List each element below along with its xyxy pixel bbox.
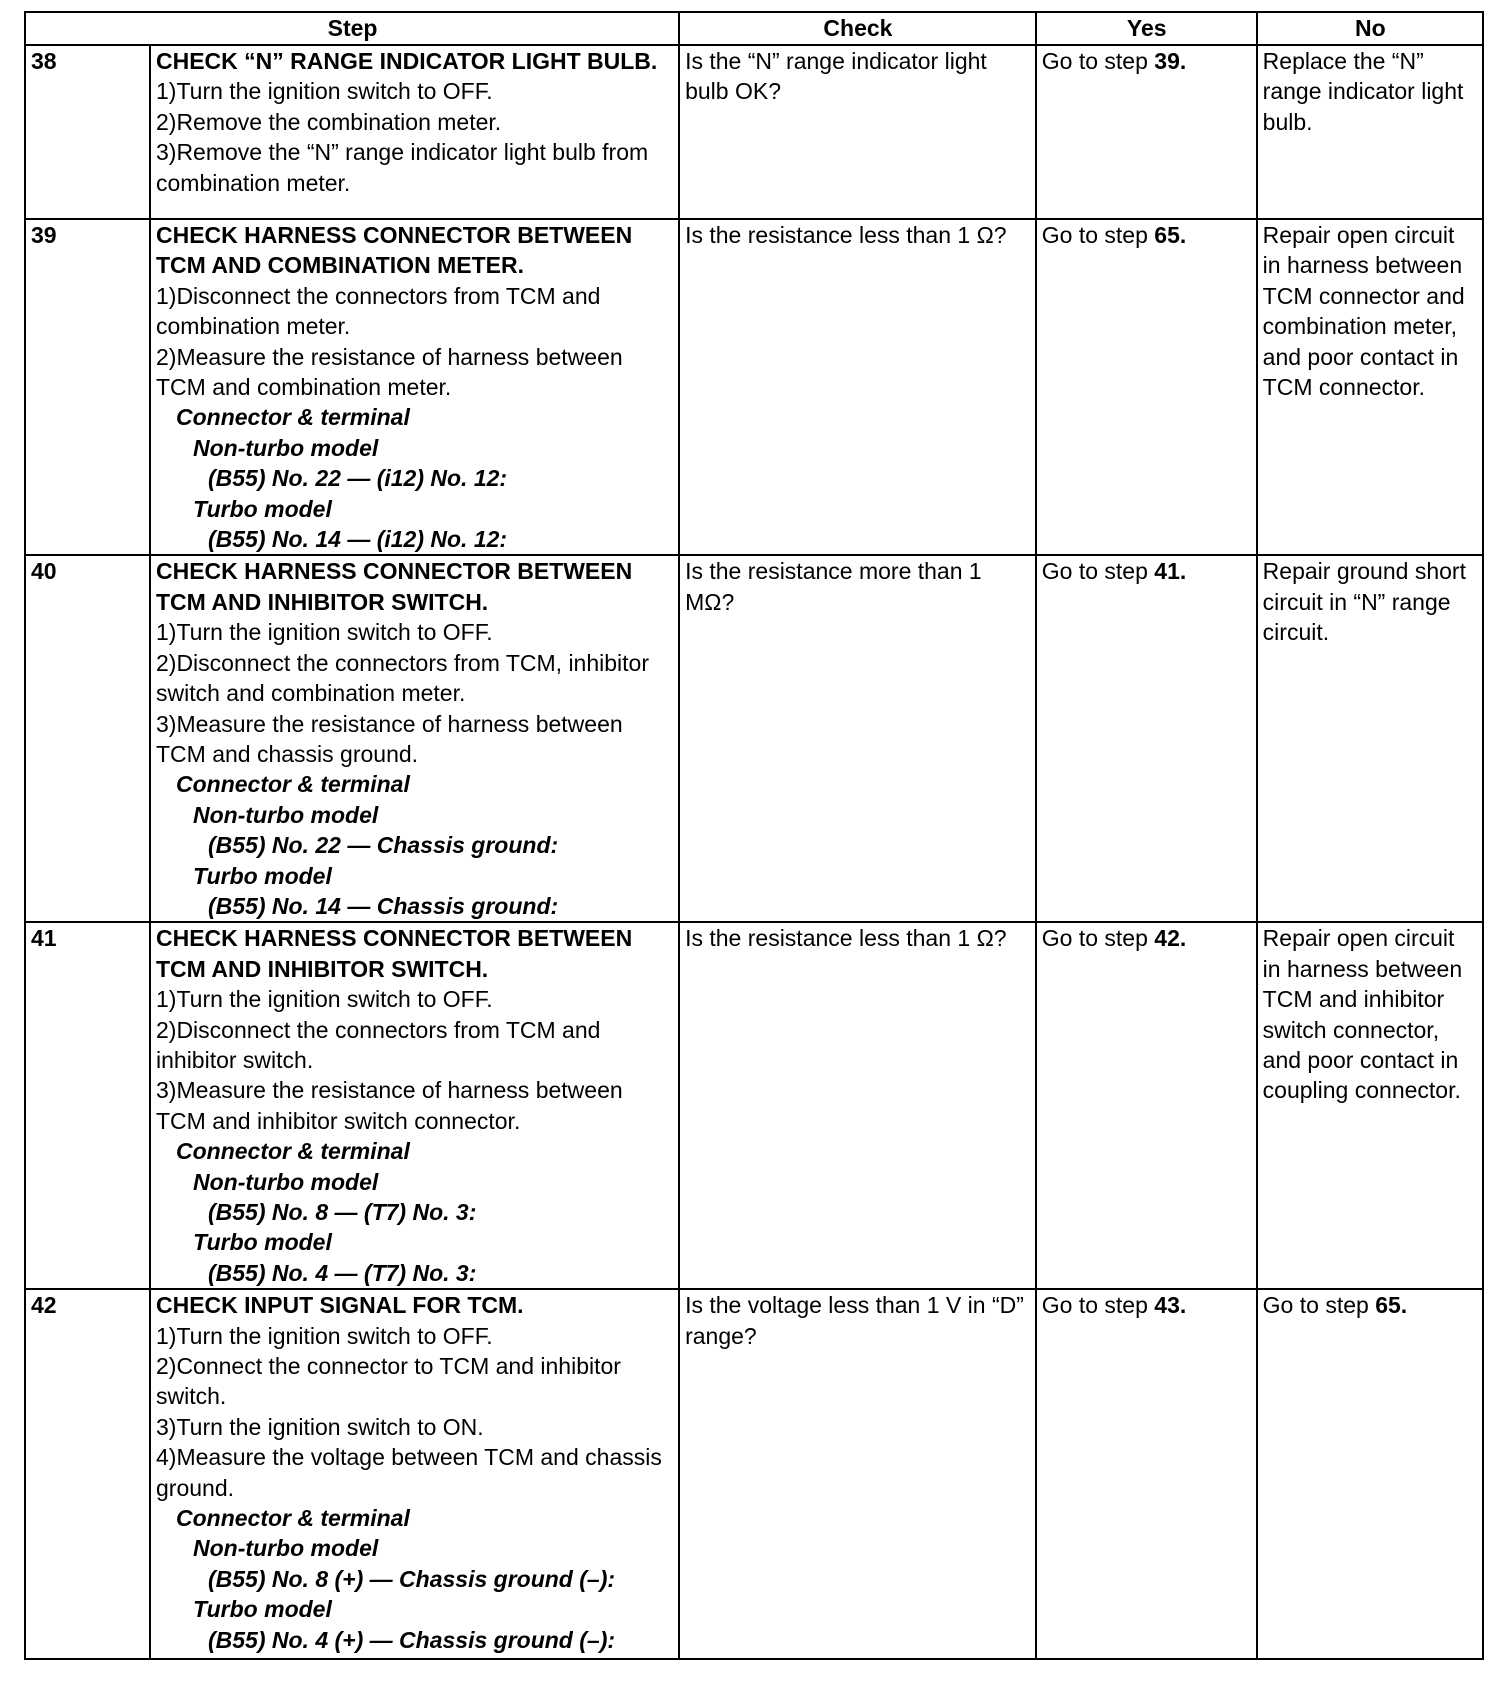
step-instruction: 2)Measure the resistance of harness between TCM and combination meter. [156, 343, 623, 401]
yes-step-ref: 42. [1154, 925, 1187, 952]
diagnostic-table [24, 11, 1484, 1660]
yes-step-ref: 39. [1154, 48, 1187, 74]
spec-terminal: (B55) No. 22 — Chassis ground: [208, 832, 559, 859]
no-cell: Repair open circuit in harness between TCM and inhibitor switch connector, and poor contact in coupling connector. [1257, 922, 1483, 1289]
yes-cell [1036, 219, 1257, 555]
header-check: Check [679, 12, 1036, 45]
table-row [25, 555, 1483, 922]
spec-terminal: (B55) No. 8 — (T7) No. 3: [208, 1199, 477, 1225]
yes-cell [1036, 922, 1257, 1289]
spec-model: Turbo model [193, 495, 332, 522]
step-title: CHECK HARNESS CONNECTOR BETWEEN TCM AND INHIBITOR SWITCH. [156, 558, 633, 615]
step-description [150, 45, 679, 219]
spec-heading: Connector & terminal [176, 771, 410, 798]
step-instruction: 3)Turn the ignition switch to ON. [156, 1413, 484, 1440]
step-instruction: 2)Connect the connector to TCM and inhibitor switch. [156, 1353, 621, 1410]
step-number: 40 [25, 555, 150, 922]
spec-model: Turbo model [193, 1596, 332, 1623]
yes-step-ref: 65. [1154, 222, 1187, 248]
yes-text: Go to step [1041, 222, 1155, 248]
step-instruction: 3)Measure the resistance of harness between TCM and chassis ground. [156, 710, 623, 767]
no-text: Go to step [1262, 1292, 1376, 1319]
step-instruction: 1)Disconnect the connectors from TCM and combination meter. [156, 282, 601, 340]
step-title: CHECK “N” RANGE INDICATOR LIGHT BULB. [156, 48, 658, 74]
spec-model: Non-turbo model [193, 801, 379, 828]
spec-model: Turbo model [193, 862, 332, 889]
step-instruction: 3)Measure the resistance of harness between TCM and inhibitor switch connector. [156, 1077, 623, 1134]
step-title: CHECK HARNESS CONNECTOR BETWEEN TCM AND INHIBITOR SWITCH. [156, 925, 633, 982]
step-title: CHECK INPUT SIGNAL FOR TCM. [156, 1292, 524, 1319]
step-instruction: 1)Turn the ignition switch to OFF. [156, 986, 493, 1013]
header-row [25, 12, 1483, 45]
step-number: 38 [25, 45, 150, 219]
table-row [25, 1289, 1483, 1659]
step-number: 41 [25, 922, 150, 1289]
check-cell: Is the voltage less than 1 V in “D” range? [679, 1289, 1036, 1659]
header-no: No [1257, 12, 1483, 45]
check-cell: Is the resistance less than 1 Ω? [679, 219, 1036, 555]
step-instruction: 2)Disconnect the connectors from TCM, inhibitor switch and combination meter. [156, 649, 649, 707]
no-step-ref: 65. [1375, 1292, 1408, 1319]
step-number: 42 [25, 1289, 150, 1659]
spec-terminal: (B55) No. 14 — Chassis ground: [208, 892, 559, 919]
no-cell: Repair open circuit in harness between TCM connector and combination meter, and poor contact in TCM connector. [1257, 219, 1483, 555]
header-yes: Yes [1036, 12, 1257, 45]
yes-step-ref: 41. [1154, 558, 1187, 585]
spec-terminal: (B55) No. 4 — (T7) No. 3: [208, 1259, 477, 1286]
yes-text: Go to step [1041, 1292, 1155, 1319]
yes-step-ref: 43. [1154, 1292, 1187, 1319]
yes-text: Go to step [1041, 558, 1155, 585]
yes-cell [1036, 45, 1257, 219]
no-cell: Replace the “N” range indicator light bulb. [1257, 45, 1483, 219]
step-title: CHECK HARNESS CONNECTOR BETWEEN TCM AND COMBINATION METER. [156, 222, 633, 279]
no-cell: Repair ground short circuit in “N” range circuit. [1257, 555, 1483, 922]
spec-model: Non-turbo model [193, 1535, 379, 1562]
spec-heading: Connector & terminal [176, 1505, 410, 1532]
check-cell: Is the “N” range indicator light bulb OK? [679, 45, 1036, 219]
spec-terminal: (B55) No. 22 — (i12) No. 12: [208, 465, 508, 492]
step-instruction: 2)Remove the combination meter. [156, 108, 502, 135]
table-row [25, 45, 1483, 219]
check-cell: Is the resistance less than 1 Ω? [679, 922, 1036, 1289]
check-cell: Is the resistance more than 1 MΩ? [679, 555, 1036, 922]
spec-model: Non-turbo model [193, 434, 379, 461]
spec-model: Non-turbo model [193, 1168, 379, 1195]
step-description [150, 555, 679, 922]
no-cell [1257, 1289, 1483, 1659]
spec-heading: Connector & terminal [176, 404, 410, 431]
spec-heading: Connector & terminal [176, 1138, 410, 1165]
header-step: Step [25, 12, 679, 45]
step-instruction: 2)Disconnect the connectors from TCM and inhibitor switch. [156, 1016, 601, 1073]
yes-cell [1036, 555, 1257, 922]
step-instruction: 4)Measure the voltage between TCM and chassis ground. [156, 1444, 662, 1501]
yes-text: Go to step [1041, 48, 1155, 74]
spec-terminal: (B55) No. 8 (+) — Chassis ground (–): [208, 1565, 616, 1592]
step-description [150, 1289, 679, 1659]
step-description [150, 219, 679, 555]
step-instruction: 1)Turn the ignition switch to OFF. [156, 78, 493, 105]
spec-terminal: (B55) No. 4 (+) — Chassis ground (–): [208, 1626, 616, 1653]
step-instruction: 1)Turn the ignition switch to OFF. [156, 619, 493, 646]
step-instruction: 3)Remove the “N” range indicator light bulb from combination meter. [156, 139, 649, 196]
step-number: 39 [25, 219, 150, 555]
step-instruction: 1)Turn the ignition switch to OFF. [156, 1322, 493, 1349]
step-description [150, 922, 679, 1289]
yes-cell [1036, 1289, 1257, 1659]
spec-terminal: (B55) No. 14 — (i12) No. 12: [208, 526, 508, 553]
yes-text: Go to step [1041, 925, 1155, 952]
spec-model: Turbo model [193, 1229, 332, 1256]
table-row [25, 922, 1483, 1289]
table-row [25, 219, 1483, 555]
